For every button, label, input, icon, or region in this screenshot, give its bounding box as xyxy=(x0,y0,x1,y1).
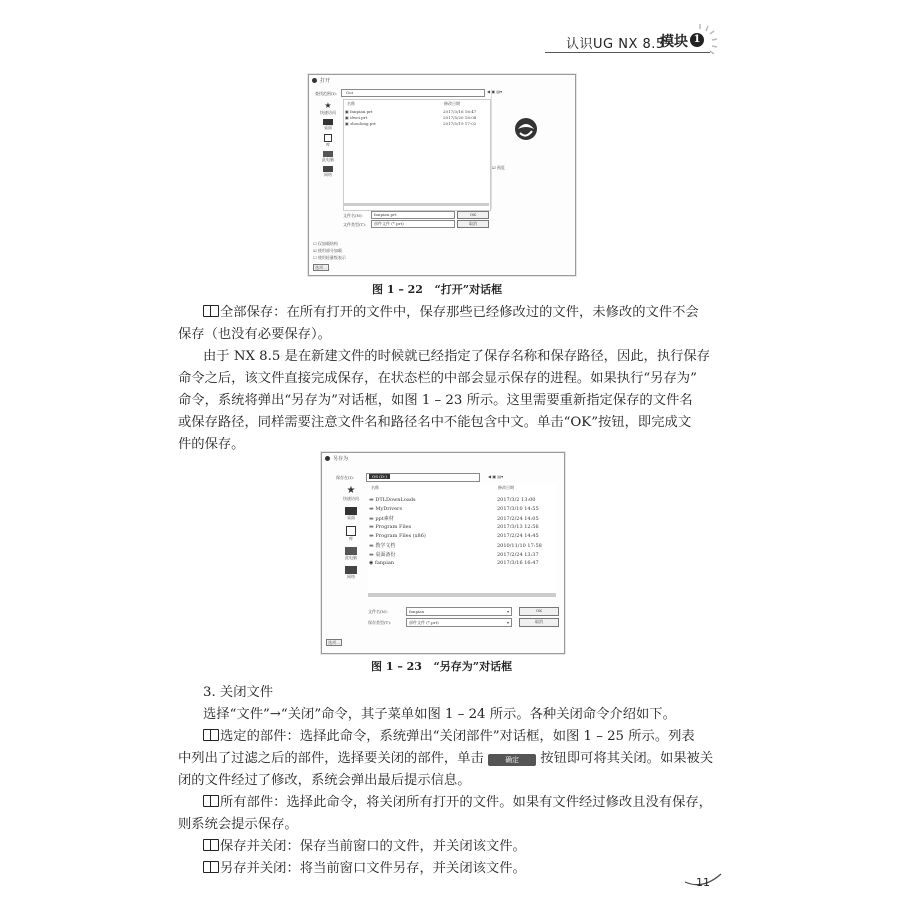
option-structure-only[interactable]: ☐ 仅加载结构 xyxy=(313,241,338,246)
paragraph-intro: 选择“文件”→“关闭”命令，其子菜单如图 1 – 24 所示。各种关闭命令介绍如下。 xyxy=(203,707,676,722)
horizontal-scrollbar[interactable] xyxy=(368,593,556,597)
library-icon xyxy=(324,134,332,142)
table-row[interactable]: ▣ fanpian.prt 2017/3/16 16:47 xyxy=(345,109,477,114)
place-library[interactable]: 库 xyxy=(349,536,353,541)
file-list[interactable] xyxy=(343,99,491,211)
star-icon: ★ xyxy=(324,101,332,110)
dialog-title: 打开 xyxy=(320,78,331,84)
open-dialog-screenshot xyxy=(308,74,576,276)
place-network[interactable]: 网络 xyxy=(324,172,332,177)
paragraph-line: 保存（也没有必要保存）。 xyxy=(178,327,331,342)
desktop-icon xyxy=(345,507,357,515)
place-this-pc[interactable]: 此电脑 xyxy=(345,555,357,560)
place-this-pc[interactable]: 此电脑 xyxy=(322,157,334,162)
list-item[interactable]: ▬ MyDrivers 2017/3/10 14:55 xyxy=(369,506,539,512)
savein-label: 保存在(I): xyxy=(336,475,355,480)
paragraph-line: 或保存路径，同样需要注意文件名和路径名中不能包含中文。单击“OK”按钮，即完成文 xyxy=(178,415,692,430)
paragraph-line: 件的保存。 xyxy=(178,437,245,452)
filename-label: 文件名(N): xyxy=(343,213,363,218)
paragraph-all-parts: 所有部件：选择此命令，将关闭所有打开的文件。如果有文件经过修改且没有保存， xyxy=(203,792,712,814)
filename-label: 文件名(N): xyxy=(368,609,388,614)
column-date[interactable]: 修改日期 xyxy=(444,101,460,106)
ok-button[interactable]: OK xyxy=(519,607,559,616)
paragraph-saveas-close: 另存并关闭：将当前窗口文件另存，并关闭该文件。 xyxy=(203,858,526,880)
ok-button[interactable]: OK xyxy=(457,211,489,219)
page-number: 11 xyxy=(696,876,710,889)
library-icon xyxy=(346,526,356,536)
header-rule xyxy=(545,52,710,53)
option-lightweight[interactable]: ☐ 使用轻量级表示 xyxy=(313,255,346,260)
column-name[interactable]: 名称 xyxy=(371,485,379,490)
cancel-button[interactable]: 取消 xyxy=(457,220,489,228)
module-number-badge: 1 xyxy=(690,33,704,47)
computer-icon xyxy=(345,547,357,555)
paragraph-save-all: 全部保存：在所有打开的文件中，保存那些已经修改过的文件，未修改的文件不会 xyxy=(203,302,699,324)
list-item[interactable]: ▬ 教学文档 2010/11/10 17:58 xyxy=(369,543,542,549)
book-icon xyxy=(203,729,219,741)
place-desktop[interactable]: 桌面 xyxy=(324,125,332,130)
places-bar xyxy=(336,485,366,580)
table-row[interactable]: ▣ shoulong.prt 2017/5/19 17:02 xyxy=(345,121,477,126)
list-item[interactable]: ▬ 桌面备份 2017/2/24 13:37 xyxy=(369,552,539,558)
savetype-label: 保存类型(T): xyxy=(368,620,392,625)
part-preview-icon xyxy=(512,115,540,143)
list-item[interactable]: ▬ DTLDownLoads 2017/3/2 13:00 xyxy=(369,497,536,503)
place-network[interactable]: 网络 xyxy=(347,574,355,579)
figure-caption-1-22: 图 1 – 22 “打开”对话框 xyxy=(372,283,503,296)
running-header-title: 认识UG NX 8.5 xyxy=(566,37,665,52)
filename-input[interactable]: fanpian.prt xyxy=(371,211,455,219)
place-desktop[interactable]: 桌面 xyxy=(347,515,355,520)
section-heading: 3. 关闭文件 xyxy=(203,685,274,700)
list-item[interactable]: ◉ fanpian 2017/3/16 16:47 xyxy=(369,560,539,566)
filetype-label: 文件类型(T): xyxy=(343,222,367,227)
book-icon xyxy=(203,861,219,873)
nav-icons[interactable]: ◀ ▣ ▤▾ xyxy=(488,474,504,479)
paragraph-line: 则系统会提示保存。 xyxy=(178,817,298,832)
filename-input[interactable]: fanpian ▾ xyxy=(406,607,512,616)
savetype-select[interactable]: 部件文件 (*.prt) ▾ xyxy=(406,618,512,627)
app-icon xyxy=(325,456,330,461)
paragraph-save-close: 保存并关闭：保存当前窗口的文件，并关闭该文件。 xyxy=(203,836,526,858)
paragraph-selected-part: 选定的部件：选择此命令，系统弹出“关闭部件”对话框，如图 1 – 25 所示。列表 xyxy=(203,726,695,748)
paragraph-line: 中列出了过滤之后的部件，选择要关闭的部件，单击 确定 按钮即可将其关闭。如果被关 xyxy=(178,751,714,766)
running-header-module: 模块 xyxy=(660,34,688,50)
cancel-button[interactable]: 取消 xyxy=(519,618,559,627)
dialog-title: 另存为 xyxy=(333,456,349,462)
chevron-down-icon[interactable]: ▾ xyxy=(506,609,509,614)
paragraph-line: 命令之后，该文件直接完成保存，在状态栏的中部会显示保存的进程。如果执行“另存为” xyxy=(178,371,697,386)
column-name[interactable]: 名称 xyxy=(347,101,355,106)
nav-icons[interactable]: ◀ ▣ ▤▾ xyxy=(487,89,503,94)
places-bar xyxy=(313,101,343,178)
book-icon xyxy=(203,305,219,317)
savein-select[interactable]: OS (D:) xyxy=(366,473,480,482)
app-icon xyxy=(312,78,317,83)
preview-pane xyxy=(491,89,570,209)
list-item[interactable]: ▬ Program Files (x86) 2017/2/24 14:45 xyxy=(369,533,539,539)
star-icon: ★ xyxy=(346,485,356,496)
network-icon xyxy=(345,566,357,574)
column-date[interactable]: 修改日期 xyxy=(498,485,514,490)
book-icon xyxy=(203,795,219,807)
option-partial-load[interactable]: ☑ 使用部分加载 xyxy=(313,248,342,253)
options-button[interactable]: 选项... xyxy=(313,264,329,271)
place-quick-access[interactable]: 快速访问 xyxy=(343,496,359,501)
paragraph-line: 由于 NX 8.5 是在新建文件的时候就已经指定了保存名称和保存路径，因此，执行保存 xyxy=(203,349,711,364)
horizontal-scrollbar[interactable] xyxy=(343,203,489,206)
paragraph-line: 闭的文件经过了修改，系统会弹出最后提示信息。 xyxy=(178,773,471,788)
chevron-down-icon[interactable]: ▾ xyxy=(506,620,509,625)
figure-caption-1-23: 图 1 – 23 “另存为”对话框 xyxy=(371,660,513,673)
saveas-dialog-screenshot xyxy=(321,452,565,654)
place-quick-access[interactable]: 快速访问 xyxy=(320,110,336,115)
lookin-select[interactable]: Ooi xyxy=(341,89,485,97)
file-rows xyxy=(369,497,555,569)
lookin-label: 查找范围(I): xyxy=(315,91,338,96)
filetype-select[interactable]: 部件文件 (*.prt) xyxy=(371,220,455,228)
preview-checkbox[interactable]: ☑ 预览 xyxy=(492,165,505,170)
options-button[interactable]: 选项... xyxy=(326,639,342,646)
list-item[interactable]: ▬ ppt素材 2017/2/24 14:05 xyxy=(369,516,539,522)
table-row[interactable]: ▣ ifwei.prt 2017/5/20 18:08 xyxy=(345,115,477,120)
paragraph-line: 命令，系统将弹出“另存为”对话框，如图 1 – 23 所示。这里需要重新指定保存的文件名 xyxy=(178,393,693,408)
book-icon xyxy=(203,839,219,851)
badge-rays-icon xyxy=(680,22,720,62)
list-item[interactable]: ▬ Program Files 2017/3/13 12:56 xyxy=(369,524,539,530)
confirm-button-image: 确定 xyxy=(488,754,536,766)
place-library[interactable]: 库 xyxy=(326,142,330,147)
